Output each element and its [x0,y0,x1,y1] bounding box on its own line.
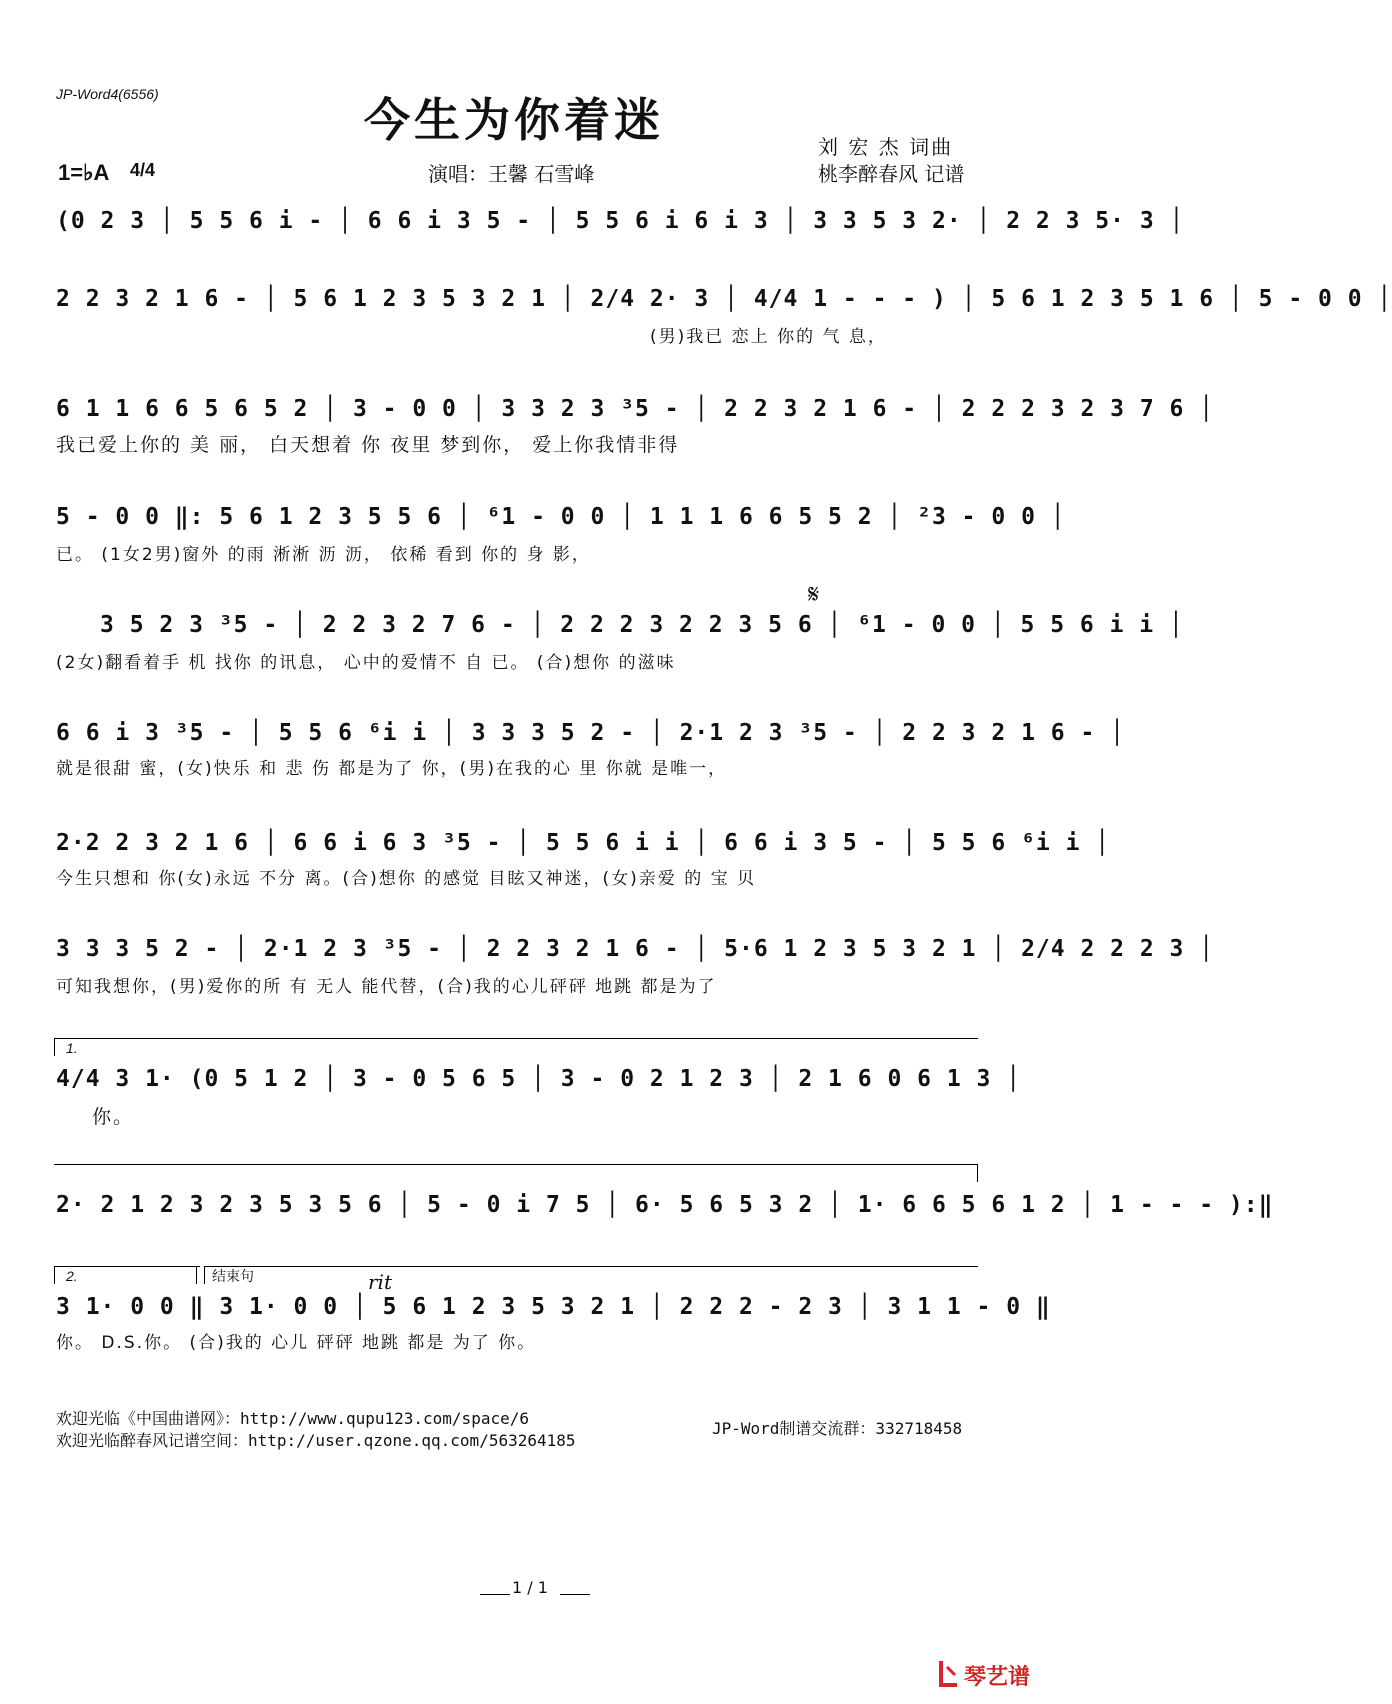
volta-1-bracket-right [977,1164,978,1182]
score-row-7-lyrics: 今生只想和 你(女)永远 不分 离。(合)想你 的感觉 目眩又神迷，(女)亲爱 的 宝 贝 [56,869,757,889]
score-row-5-lyrics: (2女)翻看着手 机 找你 的讯息， 心中的爱情不 自 已。 (合)想你 的滋味 [56,653,676,673]
coda-bracket-left [204,1266,205,1284]
brand-logo-icon [938,1658,960,1688]
score-row-5-notes: 3 5 2 3 ³5 - │ 2 2 3 2 7 6 - │ 2 2 2 3 2 2 3 5 6 │ ⁶1 - 0 0 │ 5 5 6 i i │ [100,612,1184,638]
volta-2-bracket-right [196,1266,197,1284]
page-number-rule-right [560,1594,590,1595]
song-title: 今生为你着迷 [364,93,664,147]
score-row-10-notes: 2· 2 1 2 3 2 3 5 3 5 6 │ 5 - 0 i 7 5 │ 6· 5 6 5 3 2 │ 1· 6 6 5 6 1 2 │ 1 - - - ):‖ [56,1192,1274,1218]
score-row-3-notes: 6 1 1 6 6 5 6 5 2 │ 3 - 0 0 │ 3 3 2 3 ³5 - │ 2 2 3 2 1 6 - │ 2 2 2 3 2 3 7 6 │ [56,396,1215,422]
score-row-6-notes: 6 6 i 3 ³5 - │ 5 5 6 ⁶i i │ 3 3 3 5 2 - │ 2·1 2 3 ³5 - │ 2 2 3 2 1 6 - │ [56,720,1125,746]
footer-link-1: 欢迎光临《中国曲谱网》：http://www.qupu123.com/space/6 [56,1409,529,1428]
transcriber-credit: 桃李醉春风 记谱 [818,162,965,186]
score-row-7-notes: 2·2 2 3 2 1 6 │ 6 6 i 6 3 ³5 - │ 5 5 6 i i │ 6 6 i 3 5 - │ 5 5 6 ⁶i i │ [56,830,1111,856]
volta-2-label: 2. [66,1268,78,1284]
score-row-4-notes: 5 - 0 0 ‖: 5 6 1 2 3 5 5 6 │ ⁶1 - 0 0 │ 1 1 1 6 6 5 5 2 │ ²3 - 0 0 │ [56,504,1066,530]
score-row-9-notes: 4/4 3 1· (0 5 1 2 │ 3 - 0 5 6 5 │ 3 - 0 2 1 2 3 │ 2 1 6 0 6 1 3 │ [56,1066,1022,1092]
score-row-11-notes: 3 1· 0 0 ‖ 3 1· 0 0 │ 5 6 1 2 3 5 3 2 1 │ 2 2 2 - 2 3 │ 3 1 1 - 0 ‖ [56,1294,1051,1320]
composer-credit: 刘 宏 杰 词曲 [818,135,954,159]
score-row-3-lyrics: 我已爱上你的 美 丽， 白天想着 你 夜里 梦到你， 爱上你我情非得 [56,434,680,456]
volta-1-label: 1. [66,1040,78,1056]
score-row-11-lyrics: 你。 D.S.你。 (合)我的 心儿 砰砰 地跳 都是 为了 你。 [56,1333,537,1353]
page-number: 1 / 1 [512,1578,548,1597]
score-row-8-lyrics: 可知我想你，(男)爱你的所 有 无人 能代替，(合)我的心儿砰砰 地跳 都是为了 [56,977,717,997]
volta-1-bracket-continue [54,1164,978,1165]
score-row-2-notes: 2 2 3 2 1 6 - │ 5 6 1 2 3 5 3 2 1 │ 2/4 2· 3 │ 4/4 1 - - - ) │ 5 6 1 2 3 5 1 6 │ 5 - 0 0 │ [56,286,1392,312]
score-row-6-lyrics: 就是很甜 蜜，(女)快乐 和 悲 伤 都是为了 你，(男)在我的心 里 你就 是唯一， [56,759,728,779]
singers-credit: 演唱：王馨 石雪峰 [428,162,595,186]
volta-1-bracket-left [54,1038,55,1056]
brand-name: 琴艺谱 [964,1665,1031,1690]
key-signature: 1=♭A [58,160,110,185]
score-row-4-lyrics: 已。 (1女2男)窗外 的雨 淅淅 沥 沥， 依稀 看到 你的 身 影， [56,545,591,565]
volta-1-bracket-top [54,1038,978,1039]
volta-2-bracket-left [54,1266,55,1284]
software-label: JP-Word4(6556) [56,86,159,102]
footer-group: JP-Word制谱交流群：332718458 [712,1419,963,1438]
score-row-2-lyrics: (男)我已 恋上 你的 气 息， [650,327,887,347]
ritardando-mark: rit [368,1270,392,1294]
score-row-8-notes: 3 3 3 5 2 - │ 2·1 2 3 ³5 - │ 2 2 3 2 1 6 - │ 5·6 1 2 3 5 3 2 1 │ 2/4 2 2 2 3 │ [56,936,1215,962]
brand-logo [938,1658,1038,1694]
time-signature: 4/4 [130,160,156,180]
score-row-1-notes: (0 2 3 │ 5 5 6 i - │ 6 6 i 3 5 - │ 5 5 6 i 6 i 3 │ 3 3 5 3 2· │ 2 2 3 5· 3 │ [56,208,1185,234]
segno-sign: 𝄋 [808,580,820,610]
score-row-9-lyrics: 你。 [92,1106,135,1128]
page-number-rule-left [480,1594,510,1595]
footer-link-2: 欢迎光临醉春风记谱空间：http://user.qzone.qq.com/563264185 [56,1431,576,1450]
volta-2-bracket-top [54,1266,200,1267]
coda-bracket-top [204,1266,978,1267]
ending-label: 结束句 [212,1269,254,1285]
